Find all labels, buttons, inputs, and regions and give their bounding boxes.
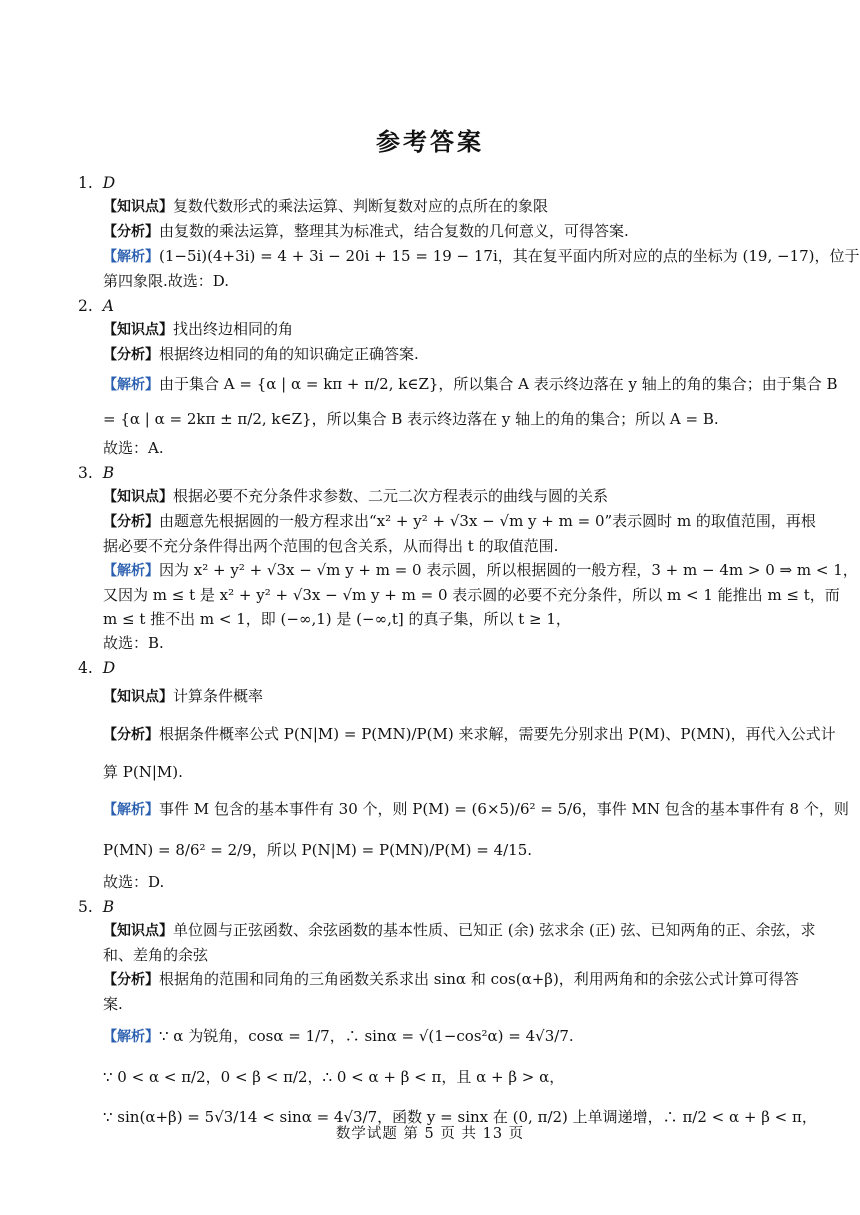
tag-label: 【解析】 — [103, 563, 159, 579]
line-text: = {α | α = 2kπ ± π/2, k∈Z}，所以集合 B 表示终边落在 y 轴上的角的集合；所以 A = B. — [103, 410, 719, 428]
analysis-line — [103, 219, 788, 244]
knowledge-point-line — [103, 943, 788, 967]
tag-label: 【解析】 — [103, 377, 159, 393]
line-text: 案. — [103, 995, 123, 1013]
line-text: 故选：D. — [103, 873, 165, 891]
question-answer: D — [102, 174, 116, 192]
line-text: 单位圆与正弦函数、余弦函数的基本性质、已知正 (余) 弦求余 (正) 弦、已知两角的正、余弦，求 — [173, 921, 816, 939]
question-answer: B — [102, 898, 115, 916]
analysis-line — [103, 534, 788, 558]
line-text: 据必要不充分条件得出两个范围的包含关系，从而得出 t 的取值范围. — [103, 537, 559, 555]
line-text: 根据条件概率公式 P(N|M) = P(MN)/P(M) 来求解，需要先分别求出 P(M)、P(MN)，再代入公式计 — [159, 725, 836, 743]
line-text: 由题意先根据圆的一般方程求出“x² + y² + √3x − √m y + m = 0”表示圆时 m 的取值范围，再根 — [159, 512, 816, 530]
line-text: 算 P(N|M). — [103, 763, 183, 781]
analysis-line — [103, 714, 836, 755]
question-answer: A — [102, 297, 114, 315]
line-text: 根据必要不充分条件求参数、二元二次方程表示的曲线与圆的关系 — [173, 487, 609, 505]
solution-line — [103, 607, 788, 631]
solution-line — [103, 583, 840, 607]
analysis-line — [103, 992, 788, 1016]
question-number: 1. — [78, 174, 93, 192]
question-5 — [78, 896, 817, 1137]
solution-line — [103, 269, 788, 293]
tag-label: 【知识点】 — [103, 322, 173, 338]
solution-line — [103, 870, 788, 894]
line-text: 又因为 m ≤ t 是 x² + y² + √3x − √m y + m = 0 表示圆的必要不充分条件，所以 m < 1 能推出 m ≤ t，而 — [103, 586, 840, 604]
tag-label: 【知识点】 — [103, 489, 173, 505]
tag-label: 【分析】 — [103, 514, 159, 530]
page-footer: 数学试题 第 5 页 共 13 页 — [335, 1126, 525, 1142]
solution-line — [103, 558, 858, 583]
line-text: 故选：A. — [103, 439, 164, 457]
analysis-line — [103, 509, 816, 534]
line-text: ∵ sin(α+β) = 5√3/14 < sinα = 4√3/7，函数 y = sinx 在 (0, π/2) 上单调递增，∴ π/2 < α + β < π， — [103, 1108, 817, 1126]
tag-label: 【知识点】 — [103, 689, 173, 705]
line-text: 和、差角的余弦 — [103, 946, 209, 964]
tag-label: 【分析】 — [103, 347, 159, 363]
line-text: ∵ 0 < α < π/2，0 < β < π/2，∴ 0 < α + β < π，且 α + β > α， — [103, 1068, 565, 1086]
line-text: m ≤ t 推不出 m < 1，即 (−∞,1) 是 (−∞,t] 的真子集，所以 t ≥ 1， — [103, 610, 571, 628]
analysis-line — [103, 342, 788, 367]
tag-label: 【解析】 — [103, 249, 159, 265]
page-title: 参考答案 — [376, 127, 484, 156]
solution-line — [103, 436, 788, 460]
solution-line — [103, 367, 838, 402]
question-4 — [78, 657, 849, 894]
knowledge-point-line — [103, 194, 788, 219]
solution-line — [103, 1057, 788, 1097]
line-text: 根据终边相同的角的知识确定正确答案. — [159, 345, 419, 363]
knowledge-point-line — [103, 317, 788, 342]
answer-content — [78, 170, 860, 1137]
question-answer: D — [102, 659, 116, 677]
line-text: 复数代数形式的乘法运算、判断复数对应的点所在的象限 — [173, 197, 549, 215]
line-text: 因为 x² + y² + √3x − √m y + m = 0 表示圆，所以根据圆的一般方程，3 + m − 4m > 0 ⇒ m < 1， — [159, 561, 858, 579]
solution-line — [103, 631, 788, 655]
line-text: 计算条件概率 — [173, 687, 264, 705]
tag-label: 【知识点】 — [103, 199, 173, 215]
question-number: 4. — [78, 659, 93, 677]
line-text: ∵ α 为锐角，cosα = 1/7，∴ sinα = √(1−cos²α) = 4√3/7. — [159, 1027, 574, 1045]
knowledge-point-line — [103, 679, 788, 714]
question-3 — [78, 462, 858, 655]
tag-label: 【分析】 — [103, 727, 159, 743]
solution-line — [103, 830, 788, 870]
line-text: 由于集合 A = {α | α = kπ + π/2, k∈Z}，所以集合 A 表示终边落在 y 轴上的角的集合；由于集合 B — [159, 375, 838, 393]
tag-label: 【分析】 — [103, 972, 159, 988]
question-number: 3. — [78, 464, 93, 482]
line-text: 事件 M 包含的基本事件有 30 个，则 P(M) = (6×5)/6² = 5/6，事件 MN 包含的基本事件有 8 个，则 — [159, 800, 849, 818]
line-text: 故选：B. — [103, 634, 164, 652]
tag-label: 【分析】 — [103, 224, 159, 240]
line-text: 第四象限.故选：D. — [103, 272, 230, 290]
tag-label: 【知识点】 — [103, 923, 173, 939]
line-text: (1−5i)(4+3i) = 4 + 3i − 20i + 15 = 19 − 17i，其在复平面内所对应的点的坐标为 (19, −17)，位于 — [159, 247, 860, 265]
solution-line — [103, 244, 860, 269]
line-text: 找出终边相同的角 — [173, 320, 294, 338]
line-text: P(MN) = 8/6² = 2/9，所以 P(N|M) = P(MN)/P(M) = 4/15. — [103, 841, 533, 859]
solution-line — [103, 789, 849, 830]
solution-line — [103, 402, 788, 436]
question-2 — [78, 295, 838, 460]
knowledge-point-line — [103, 484, 788, 509]
knowledge-point-line — [103, 918, 816, 943]
analysis-line — [103, 755, 788, 789]
analysis-line — [103, 967, 799, 992]
line-text: 由复数的乘法运算，整理其为标准式，结合复数的几何意义，可得答案. — [159, 222, 629, 240]
question-1 — [78, 172, 860, 293]
solution-line — [103, 1016, 788, 1057]
question-number: 2. — [78, 297, 93, 315]
question-answer: B — [102, 464, 115, 482]
line-text: 根据角的范围和同角的三角函数关系求出 sinα 和 cos(α+β)，利用两角和的余弦公式计算可得答 — [159, 970, 799, 988]
tag-label: 【解析】 — [103, 802, 159, 818]
tag-label: 【解析】 — [103, 1029, 159, 1045]
question-number: 5. — [78, 898, 93, 916]
